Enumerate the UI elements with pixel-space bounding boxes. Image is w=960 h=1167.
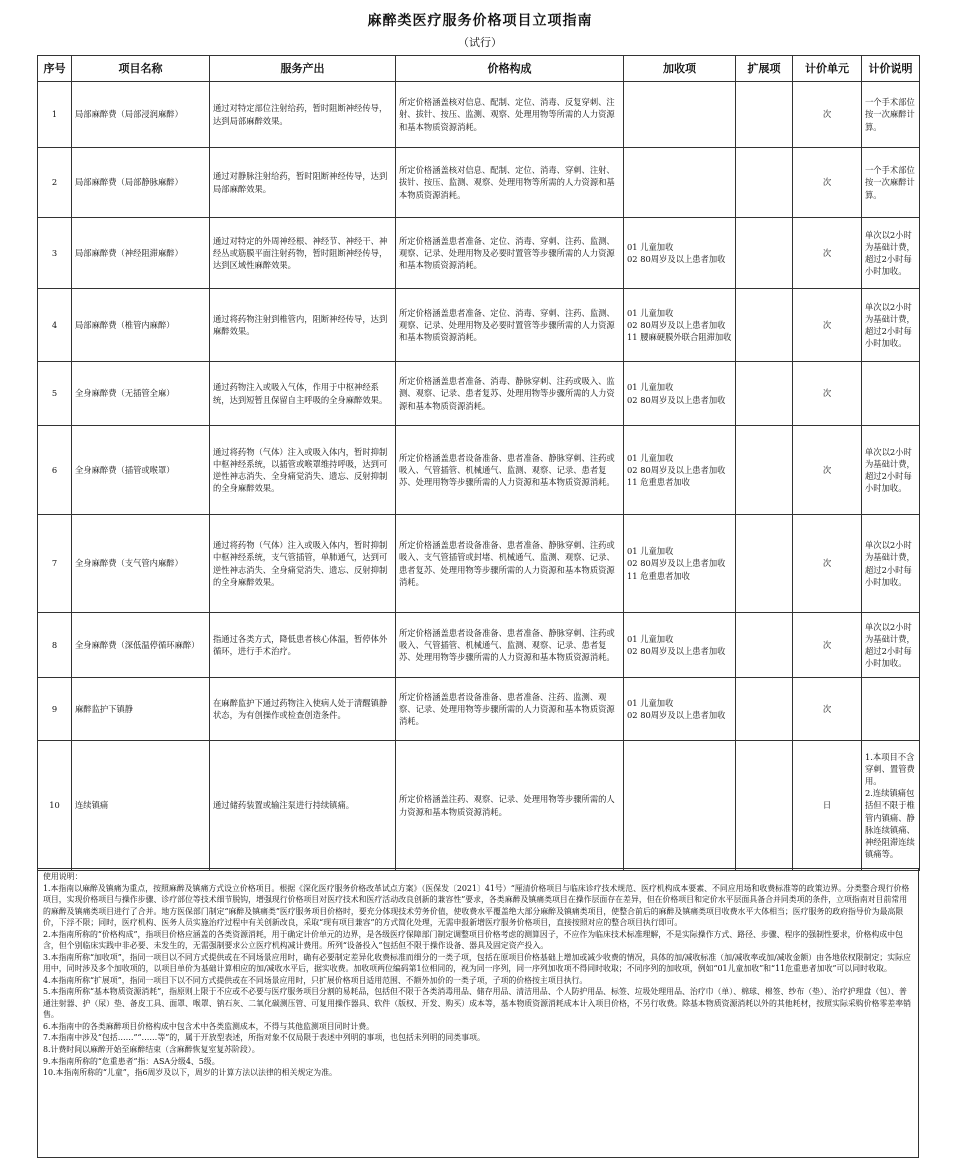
row-ext bbox=[736, 148, 793, 218]
row-name: 全身麻醉费（插管或喉罩） bbox=[72, 426, 210, 515]
row-unit: 次 bbox=[793, 678, 862, 741]
row-output: 通过药物注入或吸入气体，作用于中枢神经系统，达到短暂且保留自主呼吸的全身麻醉效果。 bbox=[210, 362, 396, 426]
notes-list bbox=[43, 883, 913, 1079]
note-item: 9.本指南所称的“危重患者”指：ASA分级4、5级。 bbox=[43, 1056, 220, 1066]
row-addon: 01 儿童加收 02 80周岁及以上患者加收 bbox=[624, 613, 736, 678]
row-output: 通过将药物（气体）注入或吸入体内，暂时抑制中枢神经系统，支气管插管，单肺通气，达到可逆性神志消失、全身痛觉消失、遗忘、反射抑制的全身麻醉效果。 bbox=[210, 515, 396, 613]
header-output: 服务产出 bbox=[210, 56, 396, 82]
row-seq: 6 bbox=[38, 426, 72, 515]
row-output: 通过储药装置或输注泵进行持续镇痛。 bbox=[210, 741, 396, 871]
table-row bbox=[38, 678, 920, 741]
row-addon bbox=[624, 741, 736, 871]
note-item: 10.本指南所称的“儿童”，指6周岁及以下，周岁的计算方法以法律的相关规定为准。 bbox=[43, 1068, 337, 1078]
header-price: 价格构成 bbox=[396, 56, 624, 82]
row-output: 通过对特定部位注射给药，暂时阻断神经传导，达到局部麻醉效果。 bbox=[210, 82, 396, 148]
row-unit: 次 bbox=[793, 613, 862, 678]
usage-notes bbox=[37, 868, 919, 1158]
table-row bbox=[38, 82, 920, 148]
row-price: 所定价格涵盖核对信息、配制、定位、消毒、穿刺、注射、拔针、按压、监测、观察、处理用物等所需的人力资源和基本物质资源消耗。 bbox=[396, 148, 624, 218]
row-note: 一个手术部位按一次麻醉计算。 bbox=[862, 148, 920, 218]
table-row bbox=[38, 515, 920, 613]
table-row bbox=[38, 218, 920, 289]
row-addon: 01 儿童加收 02 80周岁及以上患者加收 bbox=[624, 678, 736, 741]
note-item: 1.本指南以麻醉及镇痛为重点，按照麻醉及镇痛方式设立价格项目。根据《深化医疗服务价格改革试点方案》（医保发〔2021〕41号）“厘清价格项目与临床诊疗技术规范、医疗机构成本要素、不同应用场和收费标准等的政策边界。分类整合现行价格项目，实现价格项目与操作步骤、诊疗部位等技术细节脱钩，增强现行价格项目对医疗技术和医疗活动改良创新的兼容性”要求，各类麻醉及镇痛类项目在操作层面存在差异，但在价格项目和定价水平层面具备合并同类项的条件，立项指南对目前常用的麻醉及镇痛类项目进行了合并。地方医保部门制定“麻醉及镇痛类”医疗服务项目价格时，要充分体现技术劳务价值，使收费水平覆盖绝大部分麻醉及镇痛类项目，使整合前后的麻醉及镇痛类项目收费水平大体相当；医疗服务的政府指导价为最高限价，下浮不限；同时，医疗机构、医务人员实施治疗过程中有关创新改良，采取“现有项目兼容”的方式简化处理，无需申报新增医疗服务价格项目，直接按照对应的整合项目执行即可。 bbox=[43, 883, 910, 928]
notes-heading: 使用说明： bbox=[43, 872, 83, 881]
row-unit: 日 bbox=[793, 741, 862, 871]
note-item: 5.本指南所称“基本物质资源消耗”，指原则上限于不应或不必要与医疗服务项目分割的易耗品，包括但不限于各类消毒用品、储存用品、清洁用品、个人防护用品、标签、垃圾处理用品、治疗巾（单）、棉球、棉签、纱布（垫）、治疗护理盘（包）、普通注射器、护（尿）垫、备皮工具、面罩、喉罩、钠石灰、二氧化碳测压管、可复用操作器具、软件（版权、开发、购买）成本等，基本物质资源消耗成本计入项目价格，不另行收费。除基本物质资源消耗以外的其他耗材，按照实际采购价格零差率销售。 bbox=[43, 987, 911, 1020]
row-note: 单次以2小时为基础计费，超过2小时每小时加收。 bbox=[862, 613, 920, 678]
table-header-row bbox=[38, 56, 920, 82]
row-price: 所定价格涵盖患者准备、定位、消毒、穿刺、注药、监测、观察、记录、处理用物及必要时置管等步骤所需的人力资源和基本物质资源消耗。 bbox=[396, 289, 624, 362]
row-ext bbox=[736, 82, 793, 148]
row-output: 在麻醉监护下通过药物注入使病人处于清醒镇静状态，为有创操作或检查创造条件。 bbox=[210, 678, 396, 741]
row-note bbox=[862, 678, 920, 741]
note-item: 3.本指南所称“加收项”，指同一项目以不同方式提供或在不同场景应用时，确有必要制定差异化收费标准而细分的一类子项，包括在原项目价格基础上增加或减少收费的情况，具体的加/减收标准（加/减收率或加/减收金额）由各地依权限制定；实际应用中，同时涉及多个加收项的，以项目单价为基础计算相应的加/减收水平后，据实收费。加收项两位编码第1位相同的，视为同一序列，同一序列加收项不得同时收取；不同序列的加收项，例如“01儿童加收”和“11危重患者加收”可以同时收取。 bbox=[43, 952, 911, 974]
row-name: 连续镇痛 bbox=[72, 741, 210, 871]
row-name: 麻醉监护下镇静 bbox=[72, 678, 210, 741]
row-price: 所定价格涵盖患者设备准备、患者准备、静脉穿刺、注药或吸入、气管插管、机械通气、监测、观察、记录、患者复苏、处理用物等步骤所需的人力资源和基本物质资源消耗。 bbox=[396, 613, 624, 678]
row-note: 1.本项目不含穿刺、置管费用。 2.连续镇痛包括但不限于椎管内镇痛、静脉连续镇痛、神经阻滞连续镇痛等。 bbox=[862, 741, 920, 871]
row-seq: 1 bbox=[38, 82, 72, 148]
row-ext bbox=[736, 218, 793, 289]
row-output: 通过对特定的外周神经根、神经节、神经干、神经丛或筋膜平面注射药物，暂时阻断神经传导，达到区域性麻醉效果。 bbox=[210, 218, 396, 289]
row-unit: 次 bbox=[793, 82, 862, 148]
row-seq: 3 bbox=[38, 218, 72, 289]
row-unit: 次 bbox=[793, 515, 862, 613]
row-unit: 次 bbox=[793, 426, 862, 515]
row-note: 单次以2小时为基础计费，超过2小时每小时加收。 bbox=[862, 426, 920, 515]
row-unit: 次 bbox=[793, 362, 862, 426]
row-name: 局部麻醉费（椎管内麻醉） bbox=[72, 289, 210, 362]
row-price: 所定价格涵盖患者准备、消毒、静脉穿刺、注药或吸入、监测、观察、记录、患者复苏、处理用物等步骤所需的人力资源和基本物质资源消耗。 bbox=[396, 362, 624, 426]
row-addon: 01 儿童加收 02 80周岁及以上患者加收 11 腰麻硬膜外联合阻滞加收 bbox=[624, 289, 736, 362]
row-addon bbox=[624, 148, 736, 218]
row-seq: 10 bbox=[38, 741, 72, 871]
row-output: 通过将药物注射到椎管内，阻断神经传导，达到麻醉效果。 bbox=[210, 289, 396, 362]
row-ext bbox=[736, 426, 793, 515]
table-row bbox=[38, 289, 920, 362]
row-note: 一个手术部位按一次麻醉计算。 bbox=[862, 82, 920, 148]
price-table bbox=[37, 55, 920, 871]
row-output: 通过对静脉注射给药，暂时阻断神经传导，达到局部麻醉效果。 bbox=[210, 148, 396, 218]
row-seq: 7 bbox=[38, 515, 72, 613]
row-name: 全身麻醉费（支气管内麻醉） bbox=[72, 515, 210, 613]
row-price: 所定价格涵盖患者设备准备、患者准备、静脉穿刺、注药或吸入、气管插管、机械通气、监测、观察、记录、患者复苏、处理用物等步骤所需的人力资源和基本物质资源消耗。 bbox=[396, 426, 624, 515]
row-ext bbox=[736, 678, 793, 741]
row-unit: 次 bbox=[793, 218, 862, 289]
table-row bbox=[38, 613, 920, 678]
note-item: 6.本指南中的各类麻醉项目价格构成中包含术中各类监测成本，不得与其他监测项目同时计费。 bbox=[43, 1021, 375, 1031]
header-note: 计价说明 bbox=[862, 56, 920, 82]
row-price: 所定价格涵盖患者准备、定位、消毒、穿刺、注药、监测、观察、记录、处理用物及必要时置管等步骤所需的人力资源和基本物质资源消耗。 bbox=[396, 218, 624, 289]
row-ext bbox=[736, 613, 793, 678]
note-item: 7.本指南中涉及“包括……”“……等”的，属于开放型表述，所指对象不仅局限于表述中列明的事项，也包括未列明的同类事项。 bbox=[43, 1033, 485, 1043]
table-row bbox=[38, 362, 920, 426]
document-title: 麻醉类医疗服务价格项目立项指南 bbox=[367, 13, 593, 29]
row-ext bbox=[736, 362, 793, 426]
row-seq: 2 bbox=[38, 148, 72, 218]
row-note: 单次以2小时为基础计费，超过2小时每小时加收。 bbox=[862, 289, 920, 362]
header-name: 项目名称 bbox=[72, 56, 210, 82]
row-unit: 次 bbox=[793, 289, 862, 362]
table-row bbox=[38, 148, 920, 218]
row-seq: 4 bbox=[38, 289, 72, 362]
row-price: 所定价格涵盖注药、观察、记录、处理用物等步骤所需的人力资源和基本物质资源消耗。 bbox=[396, 741, 624, 871]
row-ext bbox=[736, 741, 793, 871]
row-seq: 8 bbox=[38, 613, 72, 678]
note-item: 2.本指南所称的“价格构成”，指项目价格应涵盖的各类资源消耗，用于确定计价单元的边界，是各级医疗保障部门制定调整项目价格考虑的测算因子，不应作为临床技术标准理解，不是实际操作方式、路径、步骤、程序的强制性要求，价格构成中包含，但个别临床实践中非必要、未发生的，无需强制要求公立医疗机构减计费用。所列“设备投入”包括但不限于操作设备、器具及固定资产投入。 bbox=[43, 929, 903, 951]
row-addon: 01 儿童加收 02 80周岁及以上患者加收 11 危重患者加收 bbox=[624, 515, 736, 613]
document-subtitle: （试行） bbox=[458, 36, 502, 49]
row-output: 指通过各类方式，降低患者核心体温，暂停体外循环，进行手术治疗。 bbox=[210, 613, 396, 678]
row-addon: 01 儿童加收 02 80周岁及以上患者加收 bbox=[624, 362, 736, 426]
row-ext bbox=[736, 515, 793, 613]
header-seq: 序号 bbox=[38, 56, 72, 82]
row-addon bbox=[624, 82, 736, 148]
row-name: 全身麻醉费（深低温停循环麻醉） bbox=[72, 613, 210, 678]
row-name: 局部麻醉费（局部浸润麻醉） bbox=[72, 82, 210, 148]
row-addon: 01 儿童加收 02 80周岁及以上患者加收 11 危重患者加收 bbox=[624, 426, 736, 515]
row-name: 局部麻醉费（局部静脉麻醉） bbox=[72, 148, 210, 218]
table-row bbox=[38, 426, 920, 515]
row-name: 全身麻醉费（无插管全麻） bbox=[72, 362, 210, 426]
row-unit: 次 bbox=[793, 148, 862, 218]
row-seq: 5 bbox=[38, 362, 72, 426]
header-unit: 计价单元 bbox=[793, 56, 862, 82]
header-addon: 加收项 bbox=[624, 56, 736, 82]
row-note: 单次以2小时为基础计费，超过2小时每小时加收。 bbox=[862, 515, 920, 613]
row-ext bbox=[736, 289, 793, 362]
row-note: 单次以2小时为基础计费，超过2小时每小时加收。 bbox=[862, 218, 920, 289]
row-addon: 01 儿童加收 02 80周岁及以上患者加收 bbox=[624, 218, 736, 289]
note-item: 4.本指南所称“扩展项”，指同一项目下以不同方式提供或在不同场景应用时，只扩展价格项目适用范围、不额外加价的一类子项，子项的价格按主项目执行。 bbox=[43, 975, 588, 985]
row-seq: 9 bbox=[38, 678, 72, 741]
row-note bbox=[862, 362, 920, 426]
row-name: 局部麻醉费（神经阻滞麻醉） bbox=[72, 218, 210, 289]
row-price: 所定价格涵盖患者设备准备、患者准备、静脉穿刺、注药或吸入、支气管插管或封堵、机械通气、监测、观察、记录、患者复苏、处理用物等步骤所需的人力资源和基本物质资源消耗。 bbox=[396, 515, 624, 613]
table-row bbox=[38, 741, 920, 871]
note-item: 8.计费时间以麻醉开始至麻醉结束（含麻醉恢复室复苏阶段）。 bbox=[43, 1044, 260, 1054]
row-price: 所定价格涵盖核对信息、配制、定位、消毒、反复穿刺、注射、拔针、按压、监测、观察、处理用物等所需的人力资源和基本物质资源消耗。 bbox=[396, 82, 624, 148]
row-output: 通过将药物（气体）注入或吸入体内，暂时抑制中枢神经系统，以插管或喉罩维持呼吸，达到可逆性神志消失、全身痛觉消失、遗忘、反射抑制的全身麻醉效果。 bbox=[210, 426, 396, 515]
row-price: 所定价格涵盖患者设备准备、患者准备、注药、监测、观察、记录、处理用物等步骤所需的人力资源和基本物质资源消耗。 bbox=[396, 678, 624, 741]
header-ext: 扩展项 bbox=[736, 56, 793, 82]
